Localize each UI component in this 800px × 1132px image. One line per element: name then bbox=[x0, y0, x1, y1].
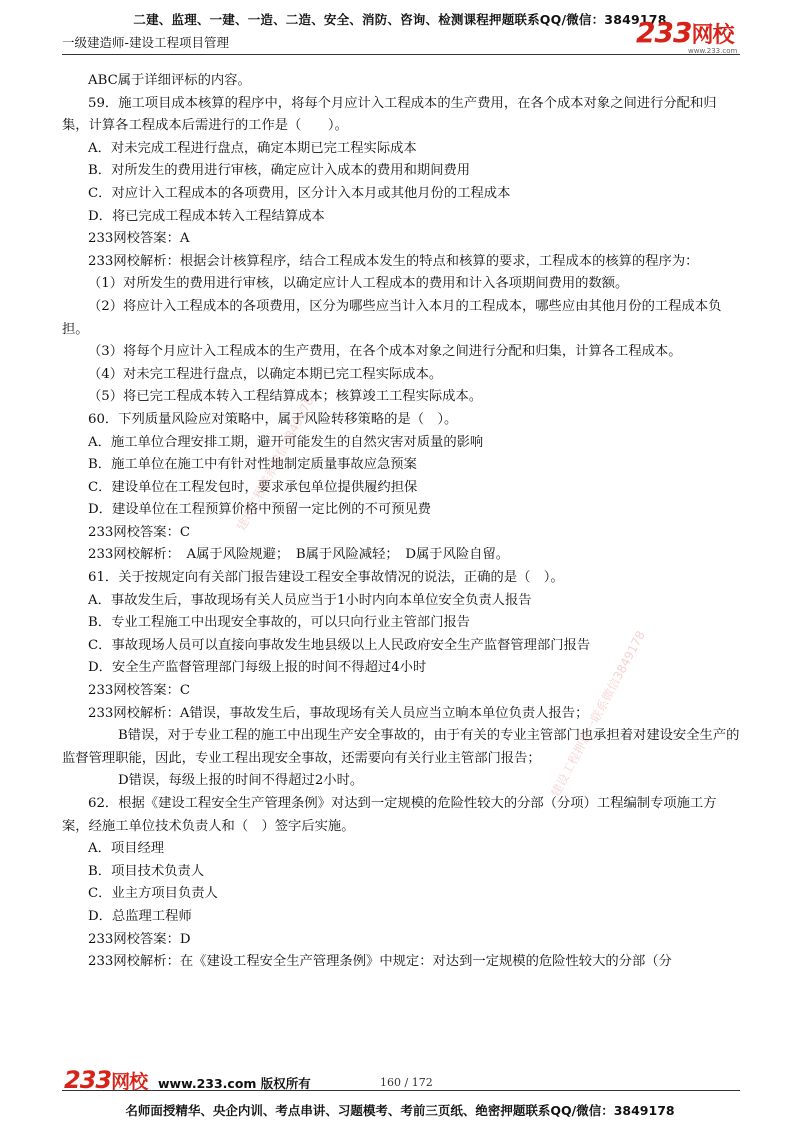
document-body bbox=[62, 70, 740, 974]
paragraph: 233网校解析：在《建设工程安全生产管理条例》中规定：对达到一定规模的危险性较大的分部（分 bbox=[88, 954, 672, 970]
paragraph: D．总监理工程师 bbox=[88, 908, 192, 924]
brand-logo-word: 网校 bbox=[691, 23, 734, 48]
paragraph: 233网校答案：A bbox=[88, 231, 190, 247]
paragraph: A．项目经理 bbox=[88, 841, 165, 857]
paragraph: 59．施工项目成本核算的程序中，将每个月应计入工程成本的生产费用，在各个成本对象之间进行分配和归集，计算各工程成本后需进行的工作是（ ）。 bbox=[62, 95, 717, 134]
paragraph: B．专业工程施工中出现安全事故的，可以只向行业主管部门报告 bbox=[88, 615, 471, 631]
footer-copyright: www.233.com 版权所有 bbox=[158, 1076, 311, 1091]
paragraph: 60．下列质量风险应对策略中，属于风险转移策略的是（ ）。 bbox=[88, 411, 458, 427]
paragraph: B．施工单位在施工中有针对性地制定质量事故应急预案 bbox=[88, 457, 417, 473]
paragraph: A．事故发生后，事故现场有关人员应当于1小时内向本单位安全负责人报告 bbox=[88, 592, 532, 608]
paragraph: A．对未完成工程进行盘点，确定本期已完工程实际成本 bbox=[88, 140, 417, 156]
paragraph: C．业主方项目负责人 bbox=[88, 886, 218, 902]
paragraph: D．将已完成工程成本转入工程结算成本 bbox=[88, 208, 325, 224]
paragraph: 233网校答案：D bbox=[88, 931, 191, 947]
paragraph: B．项目技术负责人 bbox=[88, 863, 205, 879]
paragraph: （5）将已完工程成本转入工程结算成本；核算竣工工程实际成本。 bbox=[88, 389, 483, 405]
paragraph: C．事故现场人员可以直接向事故发生地县级以上人民政府安全生产监督管理部门报告 bbox=[88, 637, 591, 653]
brand-logo-url: www.233.com bbox=[688, 47, 738, 55]
paragraph: D．建设单位在工程预算价格中预留一定比例的不可预见费 bbox=[88, 502, 432, 518]
footer-logo-number: 233 bbox=[64, 1066, 112, 1094]
footer-contact-line: 名师面授精华、央企内训、考点串讲、习题模考、考前三页纸、绝密押题联系QQ/微信：3849178 bbox=[125, 1103, 675, 1118]
paragraph: 62．根据《建设工程安全生产管理条例》对达到一定规模的危险性较大的分部（分项）工程编制专项施工方案，经施工单位技术负责人和（ ）签字后实施。 bbox=[62, 796, 717, 834]
footer-logo-word: 网校 bbox=[111, 1071, 148, 1093]
paragraph: 233网校答案：C bbox=[88, 683, 191, 699]
paragraph: （3）将每个月应计入工程成本的生产费用，在各个成本对象之间进行分配和归集，计算各工程成本。 bbox=[88, 344, 682, 360]
paragraph: 233网校答案：C bbox=[88, 524, 191, 540]
header-divider bbox=[62, 54, 740, 55]
paragraph: 233网校解析： A属于风险规避； B属于风险减轻； D属于风险自留。 bbox=[88, 547, 510, 563]
paragraph: （1）对所发生的费用进行审核，以确定应计人工程成本的费用和计入各项期间费用的数额。 bbox=[88, 276, 629, 292]
paragraph: ABC属于详细评标的内容。 bbox=[88, 73, 251, 88]
paragraph: D错误，每级上报的时间不得超过2小时。 bbox=[118, 773, 364, 789]
paragraph: C．对应计入工程成本的各项费用，区分计入本月或其他月份的工程成本 bbox=[88, 185, 511, 201]
footer-divider bbox=[62, 1090, 740, 1091]
paragraph: （4）对未完工程进行盘点，以确定本期已完工程实际成本。 bbox=[88, 366, 443, 382]
paragraph: C．建设单位在工程发包时，要求承包单位提供履约担保 bbox=[88, 479, 418, 495]
paragraph: 61．关于按规定向有关部门报告建设工程安全事故情况的说法，正确的是（ ）。 bbox=[88, 570, 564, 586]
paragraph: B错误，对于专业工程的施工中出现生产安全事故的，由于有关的专业主管部门也承担着对建设安全生产的监督管理职能，因此，专业工程出现安全事故，还需要向有关行业主管部门报告； bbox=[62, 728, 740, 766]
paragraph: （2）将应计入工程成本的各项费用，区分为哪些应当计入本月的工程成本，哪些应由其他月份的工程成本负担。 bbox=[62, 298, 722, 337]
brand-logo-number: 233 bbox=[636, 16, 692, 49]
paragraph: 233网校解析：根据会计核算程序，结合工程成本发生的特点和核算的要求，工程成本的核算的程序为： bbox=[88, 253, 699, 269]
header-subtitle: 一级建造师-建设工程项目管理 bbox=[62, 35, 230, 50]
watermark: 建设工程押题一联系微信3849178 bbox=[548, 628, 648, 799]
paragraph: 233网校解析：A错误，事故发生后，事故现场有关人员应当立晌本单位负责人报告； bbox=[88, 705, 589, 721]
header-contact-line: 二建、监理、一建、一造、二造、安全、消防、咨询、检测课程押题联系QQ/微信：3849178 bbox=[133, 12, 667, 27]
paragraph: B．对所发生的费用进行审核，确定应计入成本的费用和期间费用 bbox=[88, 163, 471, 179]
watermark: 建设工程联系微信3849178 bbox=[233, 394, 317, 534]
paragraph: D．安全生产监督管理部门每级上报的时间不得超过4小时 bbox=[88, 660, 427, 676]
page-number: 160 / 172 bbox=[380, 1076, 433, 1089]
paragraph: A．施工单位合理安排工期，避开可能发生的自然灾害对质量的影响 bbox=[88, 434, 484, 450]
